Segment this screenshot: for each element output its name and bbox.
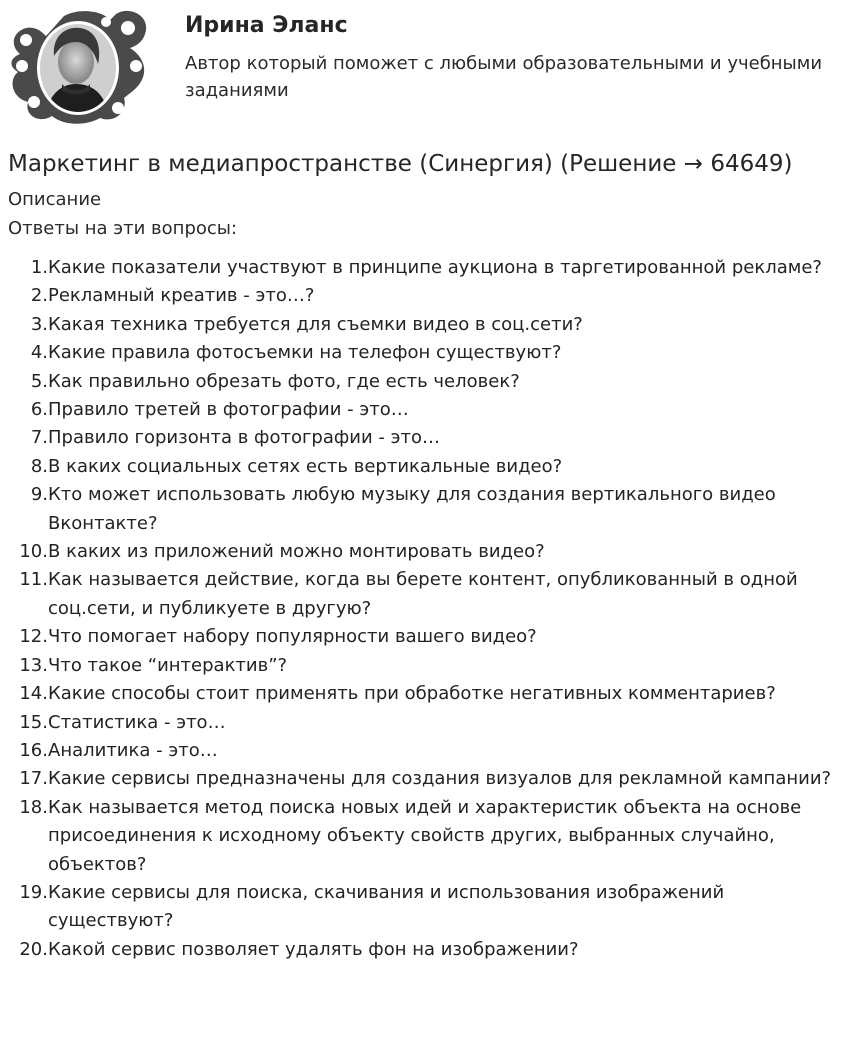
question-text: Правило горизонта в фотографии - это… xyxy=(48,427,440,449)
question-number: 10. xyxy=(19,541,48,563)
question-number: 5. xyxy=(30,370,48,392)
description-label: Описание xyxy=(8,189,102,210)
question-item xyxy=(8,254,844,282)
question-text: Как правильно обрезать фото, где есть человек? xyxy=(48,370,520,392)
question-text: Что помогает набору популярности вашего видео? xyxy=(48,626,537,648)
author-name: Ирина Эланс xyxy=(185,13,348,38)
question-item xyxy=(8,538,844,566)
question-number: 14. xyxy=(19,683,48,705)
question-number: 2. xyxy=(30,285,48,307)
question-item xyxy=(8,424,844,452)
question-number: 15. xyxy=(19,711,48,733)
question-number: 12. xyxy=(19,626,48,648)
question-text: В каких из приложений можно монтировать видео? xyxy=(48,541,545,563)
question-number: 19. xyxy=(19,881,48,903)
question-item xyxy=(8,396,844,424)
question-number: 20. xyxy=(19,938,48,960)
question-item xyxy=(8,481,844,538)
question-item xyxy=(8,368,844,396)
question-text: Какие показатели участвуют в принципе аукциона в таргетированной рекламе? xyxy=(48,257,822,278)
question-item xyxy=(8,765,844,793)
question-item xyxy=(8,936,844,964)
question-text: Что такое “интерактив”? xyxy=(48,654,288,676)
question-number: 3. xyxy=(30,313,48,335)
question-number: 18. xyxy=(19,796,48,818)
question-item xyxy=(8,453,844,481)
question-item xyxy=(8,794,844,879)
answers-label: Ответы на эти вопросы: xyxy=(8,218,238,239)
question-text: Аналитика - это… xyxy=(48,739,218,761)
author-avatar xyxy=(6,6,152,126)
question-item xyxy=(8,680,844,708)
question-text: Какие сервисы предназначены для создания визуалов для рекламной кампании? xyxy=(48,768,832,790)
question-item xyxy=(8,652,844,680)
question-text: Как называется действие, когда вы берете контент, опубликованный в одной соц.сети, и публикуете в другую? xyxy=(48,569,798,619)
question-text: Как называется метод поиска новых идей и характеристик объекта на основе присоединения к исходному объекту свойств других, выбранных случайно, объектов? xyxy=(48,796,802,875)
question-number: 4. xyxy=(30,342,48,364)
question-text: Какая техника требуется для съемки видео в соц.сети? xyxy=(48,313,583,335)
question-text: Какие сервисы для поиска, скачивания и использования изображений существуют? xyxy=(48,881,725,932)
question-number: 1. xyxy=(30,257,48,278)
question-text: В каких социальных сетях есть вертикальные видео? xyxy=(48,455,563,477)
question-item xyxy=(8,566,844,623)
question-number: 17. xyxy=(19,768,48,790)
question-number: 16. xyxy=(19,739,48,761)
question-text: Кто может использовать любую музыку для создания вертикального видео Вконтакте? xyxy=(48,484,776,534)
question-number: 8. xyxy=(30,455,48,477)
question-number: 9. xyxy=(30,484,48,506)
question-text: Рекламный креатив - это…? xyxy=(48,285,315,307)
question-number: 7. xyxy=(30,427,48,449)
question-text: Правило третей в фотографии - это… xyxy=(48,399,409,421)
question-item xyxy=(8,311,844,339)
question-item xyxy=(8,709,844,737)
question-item xyxy=(8,879,844,936)
question-number: 6. xyxy=(30,399,48,421)
page-title: Маркетинг в медиапространстве (Синергия) (Решение → 64649) xyxy=(8,151,793,177)
question-text: Какие способы стоит применять при обработке негативных комментариев? xyxy=(48,683,776,705)
question-item xyxy=(8,339,844,367)
question-item xyxy=(8,623,844,651)
question-text: Какие правила фотосъемки на телефон существуют? xyxy=(48,342,562,364)
question-text: Какой сервис позволяет удалять фон на изображении? xyxy=(48,938,579,960)
questions-list xyxy=(8,254,844,964)
author-description: Автор который поможет с любыми образовательными и учебными заданиями xyxy=(185,53,823,101)
question-number: 13. xyxy=(19,654,48,676)
author-header xyxy=(0,0,847,130)
question-text: Статистика - это… xyxy=(48,711,226,733)
question-number: 11. xyxy=(19,569,48,591)
question-item xyxy=(8,282,844,310)
question-item xyxy=(8,737,844,765)
